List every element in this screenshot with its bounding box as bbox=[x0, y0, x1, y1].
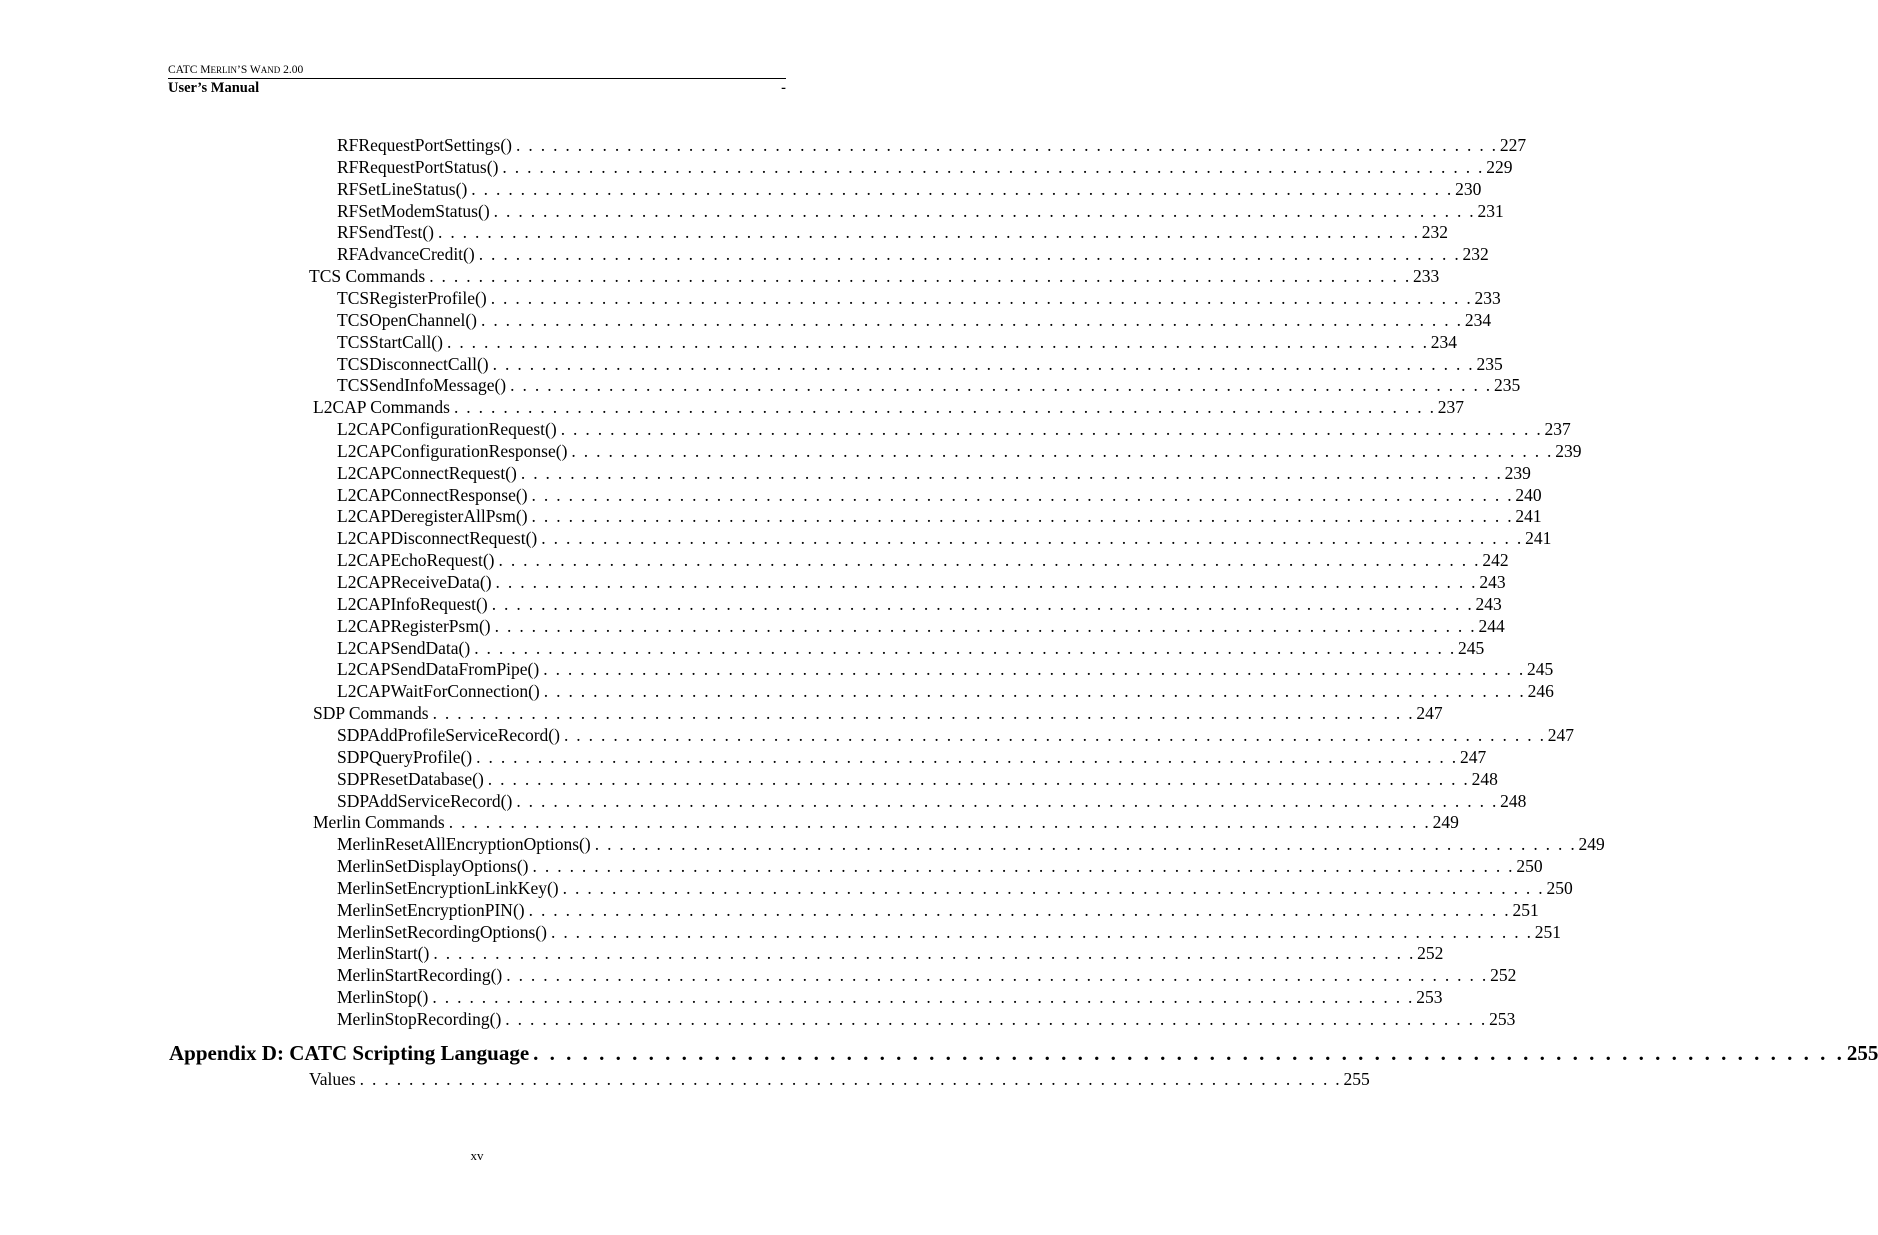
toc-entry-page: 245 bbox=[1527, 659, 1554, 680]
toc-entry[interactable] bbox=[337, 527, 1552, 549]
toc-entry-page: 233 bbox=[1413, 266, 1440, 287]
toc-entry-title: RFAdvanceCredit() bbox=[337, 244, 475, 265]
toc-entry[interactable] bbox=[337, 571, 1506, 593]
page-number: xv bbox=[470, 1148, 484, 1163]
toc-entry[interactable] bbox=[337, 986, 1443, 1008]
toc-entry[interactable] bbox=[337, 877, 1573, 899]
toc-entry-title: MerlinSetRecordingOptions() bbox=[337, 921, 547, 942]
toc-leader-dots: . . . . . . . . . . . . . . . . . . . . . . . . . . . . . . . . . . . . . . . . . . . . . . . . . . . . . . . . . . . . . . . . . . . . . . . . . . . . . . . . bbox=[531, 506, 1514, 527]
toc-leader-dots: . . . . . . . . . . . . . . . . . . . . . . . . . . . . . . . . . . . . . . . . . . . . . . . . . . . . . . . . . . . . . . . . . . . . . . . . . . . . . . . . bbox=[429, 266, 1412, 287]
toc-leader-dots: . . . . . . . . . . . . . . . . . . . . . . . . . . . . . . . . . . . . . . . . . . . . . . . . . . . . . . . . . . . . . . . . . . . . . . . . . . . . . . . . bbox=[562, 877, 1545, 898]
header-bottom-row bbox=[168, 79, 786, 97]
toc-entry-page: 229 bbox=[1486, 156, 1513, 177]
toc-entry[interactable] bbox=[337, 746, 1487, 768]
toc-entry-page: 250 bbox=[1516, 856, 1543, 877]
toc-entry[interactable] bbox=[337, 309, 1492, 331]
toc-entry[interactable] bbox=[337, 287, 1501, 309]
toc-entry-page: 250 bbox=[1546, 877, 1573, 898]
toc-entry[interactable] bbox=[337, 593, 1502, 615]
toc-leader-dots: . . . . . . . . . . . . . . . . . . . . . . . . . . . . . . . . . . . . . . . . . . . . . . . . . . . . . . . . . . . . . . . . . . . . . . . . . . . . . . . . bbox=[495, 572, 1478, 592]
toc-entry-title: L2CAPSendData() bbox=[337, 637, 471, 658]
toc-entry-title: SDPQueryProfile() bbox=[337, 746, 473, 767]
toc-entry[interactable] bbox=[337, 353, 1503, 375]
toc-entry-page: 252 bbox=[1490, 965, 1517, 986]
toc-leader-dots: . . . . . . . . . . . . . . . . . . . . . . . . . . . . . . . . . . . . . . . . . . . . . . . . . . . . . . . . . . . . . . . . . . . . . . . . . . . . . . . . bbox=[478, 244, 1461, 265]
toc-entry[interactable] bbox=[337, 243, 1489, 265]
toc-entry-title: L2CAPEchoRequest() bbox=[337, 550, 495, 571]
toc-entry[interactable] bbox=[337, 899, 1539, 921]
toc-entry-page: 245 bbox=[1458, 637, 1485, 658]
toc-entry-title: Values bbox=[309, 1068, 356, 1089]
toc-entry[interactable] bbox=[337, 462, 1531, 484]
toc-leader-dots: . . . . . . . . . . . . . . . . . . . . . . . . . . . . . . . . . . . . . . . . . . . . . . . . . . . . . . . . . . . . . . . . . . . . . . . . . . . . . . . . bbox=[506, 965, 1489, 986]
toc-leader-dots: . . . . . . . . . . . . . . . . . . . . . . . . . . . . . . . . . . . . . . . . . . . . . . . . . . . . . . . . . . . . . . . . . . . . . . . . . . . . . . . . bbox=[531, 484, 1514, 505]
toc-entry-page: 255 bbox=[1846, 1040, 1878, 1065]
toc-leader-dots: . . . . . . . . . . . . . . . . . . . . . . . . . . . . . . . . . . . . . . . . . . . . . . . . . . . . . . . . . . . . . . . . . . . . . . . . . . . . . . . . bbox=[528, 899, 1511, 920]
toc-entry[interactable] bbox=[337, 418, 1571, 440]
toc-entry[interactable] bbox=[337, 855, 1543, 877]
toc-entry-title: SDPAddServiceRecord() bbox=[337, 790, 513, 811]
toc-leader-dots: . . . . . . . . . . . . . . . . . . . . . . . . . . . . . . . . . . . . . . . . . . . . . . . . . . . . . . . . . . . . . . . . . . . . . . . . . . . . . . . . bbox=[560, 419, 1543, 440]
toc-entry[interactable] bbox=[337, 790, 1527, 812]
toc-entry-title: RFSendTest() bbox=[337, 222, 434, 243]
toc-entry-page: 243 bbox=[1479, 572, 1506, 592]
product-mid: ’S W bbox=[237, 64, 261, 76]
product-version: 2.00 bbox=[280, 64, 304, 76]
toc-entry[interactable] bbox=[337, 331, 1458, 353]
toc-entry-page: 234 bbox=[1464, 309, 1492, 330]
toc-leader-dots: . . . . . . . . . . . . . . . . . . . . . . . . . . . . . . . . . . . . . . . . . . . . . . . . . . . . . . . . . . . . . . . . . . . . . . . . . . . . . . . . bbox=[480, 309, 1463, 330]
toc-entry[interactable] bbox=[337, 505, 1542, 527]
toc-leader-dots: . . . . . . . . . . . . . . . . . . . . . . . . . . . . . . . . . . . . . . . . . . . . . . . . . . . . . . . . . . . . . . . . . . . . . . . . . . . . . . . . bbox=[502, 156, 1485, 177]
product-smallcaps-2: AND bbox=[260, 65, 281, 75]
toc-leader-dots: . . . . . . . . . . . . . . . . . . . . . . . . . . . . . . . . . . . . . . . . . . . . . . . . . . . . . . . . . . . . . . . . . . . . . . . . . . . . . . . . bbox=[594, 834, 1577, 855]
toc-entry-page: 244 bbox=[1478, 615, 1505, 636]
toc-entry[interactable] bbox=[337, 440, 1582, 462]
toc-leader-dots: . . . . . . . . . . . . . . . . . . . . . . . . . . . . . . . . . . . . . . . . . . . . . . . . . . . . . . . . . . . . . . . . . . . . . . . . . . . . . . . . bbox=[493, 200, 1476, 221]
toc-entry[interactable] bbox=[337, 549, 1509, 571]
toc-entry-title: SDPAddProfileServiceRecord() bbox=[337, 724, 560, 745]
toc-leader-dots: . . . . . . . . . . . . . . . . . . . . . . . . . . . . . . . . . . . . . . . . . . . . . . . . . . . . . . . . . . . . . . . . . . . . . . . . . . . . . . . . bbox=[550, 921, 1533, 942]
toc-entry-page: 247 bbox=[1459, 746, 1487, 767]
toc-entry[interactable] bbox=[313, 702, 1443, 724]
toc-entry-title: L2CAPReceiveData() bbox=[337, 572, 492, 592]
toc-chapter-entry[interactable] bbox=[169, 1040, 1878, 1066]
toc-entry[interactable] bbox=[337, 680, 1554, 702]
toc-entry-title: L2CAPSendDataFromPipe() bbox=[337, 659, 540, 680]
toc-entry[interactable] bbox=[309, 265, 1440, 287]
toc-entry-page: 235 bbox=[1476, 353, 1503, 374]
toc-entry-page: 242 bbox=[1482, 550, 1509, 571]
toc-entry-title: RFRequestPortSettings() bbox=[337, 135, 513, 155]
toc-leader-dots: . . . . . . . . . . . . . . . . . . . . . . . . . . . . . . . . . . . . . . . . . . . . . . . . . . . . . . . . . . . . . . . . . . . . . . . . . . . . . . . . bbox=[520, 462, 1503, 483]
toc-leader-dots: . . . . . . . . . . . . . . . . . . . . . . . . . . . . . . . . . . . . . . . . . . . . . . . . . . . . . . . . . . . . . . . . . . . . . . . . . . . . . . . . bbox=[510, 375, 1492, 396]
toc-entry-title: Appendix D: CATC Scripting Language bbox=[169, 1040, 530, 1065]
toc-leader-dots: . . . . . . . . . . . . . . . . . . . . . . . . . . . . . . . . . . . . . . . . . . . . . . . . . . . . . . . . . . . . . . . . . . . . . . . . . . . . . . . . bbox=[490, 287, 1473, 308]
toc-entry-page: 239 bbox=[1555, 440, 1582, 461]
toc-entry[interactable] bbox=[313, 811, 1459, 833]
running-header bbox=[168, 63, 786, 97]
toc-entry-title: L2CAPDisconnectRequest() bbox=[337, 528, 538, 549]
toc-entry[interactable] bbox=[337, 615, 1505, 637]
toc-entry-title: SDPResetDatabase() bbox=[337, 768, 484, 789]
toc-entry-title: MerlinStart() bbox=[337, 943, 430, 964]
toc-entry-page: 247 bbox=[1547, 724, 1575, 745]
toc-leader-dots: . . . . . . . . . . . . . . . . . . . . . . . . . . . . . . . . . . . . . . . . . . . . . . . . . . . . . . . . . . . . . . . . . . . . . . . . . . . . . . . . bbox=[543, 681, 1526, 702]
toc-leader-dots: . . . . . . . . . . . . . . . . . . . . . . . . . . . . . . . . . . . . . . . . . . . . . . . . . . . . . . . . . . . . . . . . . . . . . . . . . . . . . . . . bbox=[494, 615, 1477, 636]
toc-entry-page: 249 bbox=[1578, 834, 1605, 855]
toc-entry[interactable] bbox=[309, 1068, 1370, 1090]
toc-leader-dots: . . . . . . . . . . . . . . . . . . . . . . . . . . . . . . . . . . . . . . . . . . . . . . . . . . . . . . . . . . . . . . . . . . . . . . . . . . . . . . . . bbox=[541, 528, 1524, 549]
toc-leader-dots: . . . . . . . . . . . . . . . . . . . . . . . . . . . . . . . . . . . . . . . . . . . . . . . . . . . . . . . . . . . . . . . . . . . . . . . . . . . . . . . . bbox=[432, 987, 1415, 1008]
toc-leader-dots: . . . . . . . . . . . . . . . . . . . . . . . . . . . . . . . . . . . . . . . . . . . . . . . . . . . . . . . . . . . . . . . . . . . . . . . . . . . . . . . . bbox=[491, 593, 1474, 614]
toc-entry-page: 253 bbox=[1416, 987, 1443, 1008]
toc-entry-title: L2CAPConfigurationRequest() bbox=[337, 419, 557, 440]
toc-entry-page: 230 bbox=[1455, 178, 1482, 199]
toc-leader-dots: . . . . . . . . . . . . . . . . . . . . . . . . . . . . . . . . . . . . . . . . . . . . . . . . . . . . . . . . . . . . . . . . . . . . . . . . . . . . . . . . bbox=[533, 1040, 1845, 1065]
toc-entry-title: RFRequestPortStatus() bbox=[337, 156, 499, 177]
toc-entry[interactable] bbox=[337, 134, 1527, 156]
toc-entry-page: 237 bbox=[1437, 397, 1465, 418]
toc-entry[interactable] bbox=[337, 374, 1521, 396]
toc-entry-page: 241 bbox=[1515, 506, 1542, 527]
toc-leader-dots: . . . . . . . . . . . . . . . . . . . . . . . . . . . . . . . . . . . . . . . . . . . . . . . . . . . . . . . . . . . . . . . . . . . . . . . . . . . . . . . . bbox=[446, 331, 1429, 352]
toc-entry-page: 241 bbox=[1525, 528, 1552, 549]
toc-entry-title: MerlinSetEncryptionLinkKey() bbox=[337, 877, 559, 898]
toc-entry-page: 232 bbox=[1462, 244, 1489, 265]
toc-entry-page: 232 bbox=[1421, 222, 1449, 243]
toc-leader-dots: . . . . . . . . . . . . . . . . . . . . . . . . . . . . . . . . . . . . . . . . . . . . . . . . . . . . . . . . . . . . . . . . . . . . . . . . . . . . . . . . bbox=[433, 943, 1416, 964]
toc-entry-title: RFSetLineStatus() bbox=[337, 178, 468, 199]
toc-entry-title: Merlin Commands bbox=[313, 812, 445, 833]
toc-entry[interactable] bbox=[337, 833, 1605, 855]
toc-entry-title: RFSetModemStatus() bbox=[337, 200, 490, 221]
toc-entry[interactable] bbox=[337, 942, 1444, 964]
toc-entry-page: 243 bbox=[1475, 593, 1502, 614]
toc-leader-dots: . . . . . . . . . . . . . . . . . . . . . . . . . . . . . . . . . . . . . . . . . . . . . . . . . . . . . . . . . . . . . . . . . . . . . . . . . . . . . . . . bbox=[492, 353, 1475, 374]
toc-leader-dots: . . . . . . . . . . . . . . . . . . . . . . . . . . . . . . . . . . . . . . . . . . . . . . . . . . . . . . . . . . . . . . . . . . . . . . . . . . . . . . . . bbox=[432, 703, 1415, 724]
toc-entry-title: L2CAPWaitForConnection() bbox=[337, 681, 540, 702]
toc-entry-page: 248 bbox=[1471, 768, 1498, 789]
toc-entry-title: TCSRegisterProfile() bbox=[337, 287, 487, 308]
product-title bbox=[168, 63, 786, 77]
toc-entry-title: TCSDisconnectCall() bbox=[337, 353, 489, 374]
toc-entry-page: 251 bbox=[1534, 921, 1562, 942]
toc-entry-page: 237 bbox=[1544, 419, 1571, 440]
toc-leader-dots: . . . . . . . . . . . . . . . . . . . . . . . . . . . . . . . . . . . . . . . . . . . . . . . . . . . . . . . . . . . . . . . . . . . . . . . . . . . . . . . . bbox=[571, 440, 1554, 461]
toc-leader-dots: . . . . . . . . . . . . . . . . . . . . . . . . . . . . . . . . . . . . . . . . . . . . . . . . . . . . . . . . . . . . . . . . . . . . . . . . . . . . . . . . bbox=[505, 1009, 1488, 1029]
header-right-mark: - bbox=[781, 80, 786, 96]
toc-entry-page: 235 bbox=[1493, 375, 1521, 396]
toc-entry[interactable] bbox=[337, 921, 1562, 943]
toc-entry-title: L2CAPConnectResponse() bbox=[337, 484, 528, 505]
toc-entry-page: 239 bbox=[1504, 462, 1531, 483]
toc-leader-dots: . . . . . . . . . . . . . . . . . . . . . . . . . . . . . . . . . . . . . . . . . . . . . . . . . . . . . . . . . . . . . . . . . . . . . . . . . . . . . . . . bbox=[563, 724, 1546, 745]
toc-entry[interactable] bbox=[337, 637, 1485, 659]
toc-entry[interactable] bbox=[337, 724, 1575, 746]
toc-entry-title: TCSStartCall() bbox=[337, 331, 443, 352]
toc-entry[interactable] bbox=[313, 396, 1465, 418]
toc-entry[interactable] bbox=[337, 1008, 1516, 1030]
toc-entry-title: MerlinStop() bbox=[337, 987, 429, 1008]
toc-entry-page: 247 bbox=[1416, 703, 1443, 724]
toc-entry[interactable] bbox=[337, 484, 1542, 506]
toc-entry[interactable] bbox=[337, 964, 1517, 986]
toc-leader-dots: . . . . . . . . . . . . . . . . . . . . . . . . . . . . . . . . . . . . . . . . . . . . . . . . . . . . . . . . . . . . . . . . . . . . . . . . . . . . . . . . bbox=[516, 790, 1499, 811]
toc-leader-dots: . . . . . . . . . . . . . . . . . . . . . . . . . . . . . . . . . . . . . . . . . . . . . . . . . . . . . . . . . . . . . . . . . . . . . . . . . . . . . . . . bbox=[471, 178, 1454, 199]
toc-entry-page: 246 bbox=[1527, 681, 1554, 702]
toc-entry-title: L2CAPConnectRequest() bbox=[337, 462, 517, 483]
toc-entry-title: MerlinSetEncryptionPIN() bbox=[337, 899, 525, 920]
toc-entry[interactable] bbox=[337, 768, 1498, 790]
toc-entry[interactable] bbox=[337, 178, 1482, 200]
toc-leader-dots: . . . . . . . . . . . . . . . . . . . . . . . . . . . . . . . . . . . . . . . . . . . . . . . . . . . . . . . . . . . . . . . . . . . . . . . . . . . . . . . . bbox=[474, 637, 1457, 658]
toc-entry[interactable] bbox=[337, 200, 1504, 222]
toc-entry-page: 251 bbox=[1512, 899, 1539, 920]
toc-entry-title: L2CAPInfoRequest() bbox=[337, 593, 488, 614]
toc-leader-dots: . . . . . . . . . . . . . . . . . . . . . . . . . . . . . . . . . . . . . . . . . . . . . . . . . . . . . . . . . . . . . . . . . . . . . . . . . . . . . . . . bbox=[453, 397, 1436, 418]
toc-entry-title: TCS Commands bbox=[309, 266, 426, 287]
toc-leader-dots: . . . . . . . . . . . . . . . . . . . . . . . . . . . . . . . . . . . . . . . . . . . . . . . . . . . . . . . . . . . . . . . . . . . . . . . . . . . . . . . . bbox=[437, 222, 1420, 243]
product-smallcaps-1: ERLIN bbox=[210, 65, 237, 75]
toc-leader-dots: . . . . . . . . . . . . . . . . . . . . . . . . . . . . . . . . . . . . . . . . . . . . . . . . . . . . . . . . . . . . . . . . . . . . . . . . . . . . . . . . bbox=[476, 746, 1458, 767]
toc-leader-dots: . . . . . . . . . . . . . . . . . . . . . . . . . . . . . . . . . . . . . . . . . . . . . . . . . . . . . . . . . . . . . . . . . . . . . . . . . . . . . . . . bbox=[516, 135, 1498, 155]
toc-entry[interactable] bbox=[337, 156, 1513, 178]
toc-entry-page: 233 bbox=[1474, 287, 1501, 308]
toc-entry-title: TCSSendInfoMessage() bbox=[337, 375, 507, 396]
toc-entry-title: L2CAPRegisterPsm() bbox=[337, 615, 491, 636]
product-prefix: CATC M bbox=[168, 64, 211, 76]
toc-entry-title: MerlinStopRecording() bbox=[337, 1009, 502, 1029]
toc-leader-dots: . . . . . . . . . . . . . . . . . . . . . . . . . . . . . . . . . . . . . . . . . . . . . . . . . . . . . . . . . . . . . . . . . . . . . . . . . . . . . . . . bbox=[448, 812, 1431, 833]
toc-entry-title: MerlinResetAllEncryptionOptions() bbox=[337, 834, 591, 855]
toc-entry-page: 240 bbox=[1515, 484, 1542, 505]
toc-entry-title: TCSOpenChannel() bbox=[337, 309, 477, 330]
toc-entry-page: 253 bbox=[1489, 1009, 1516, 1029]
toc-leader-dots: . . . . . . . . . . . . . . . . . . . . . . . . . . . . . . . . . . . . . . . . . . . . . . . . . . . . . . . . . . . . . . . . . . . . . . . . . . . . . . . . bbox=[359, 1068, 1342, 1089]
toc-entry-title: L2CAP Commands bbox=[313, 397, 450, 418]
toc-entry-title: SDP Commands bbox=[313, 703, 429, 724]
toc-entry-page: 249 bbox=[1432, 812, 1459, 833]
toc-entry-page: 255 bbox=[1343, 1068, 1370, 1089]
toc-entry-title: MerlinSetDisplayOptions() bbox=[337, 856, 529, 877]
toc-entry-page: 252 bbox=[1417, 943, 1444, 964]
toc-leader-dots: . . . . . . . . . . . . . . . . . . . . . . . . . . . . . . . . . . . . . . . . . . . . . . . . . . . . . . . . . . . . . . . . . . . . . . . . . . . . . . . . bbox=[543, 659, 1526, 680]
toc-entry-page: 227 bbox=[1499, 135, 1527, 155]
toc-entry-page: 231 bbox=[1477, 200, 1504, 221]
toc-entry-title: MerlinStartRecording() bbox=[337, 965, 503, 986]
toc-entry-page: 234 bbox=[1430, 331, 1458, 352]
toc-leader-dots: . . . . . . . . . . . . . . . . . . . . . . . . . . . . . . . . . . . . . . . . . . . . . . . . . . . . . . . . . . . . . . . . . . . . . . . . . . . . . . . . bbox=[498, 550, 1481, 571]
toc-entry-title: L2CAPConfigurationResponse() bbox=[337, 440, 568, 461]
manual-title: User’s Manual bbox=[168, 80, 260, 96]
toc-entry[interactable] bbox=[337, 658, 1554, 680]
toc-entry-title: L2CAPDeregisterAllPsm() bbox=[337, 506, 528, 527]
toc-entry-page: 248 bbox=[1500, 790, 1527, 811]
toc-leader-dots: . . . . . . . . . . . . . . . . . . . . . . . . . . . . . . . . . . . . . . . . . . . . . . . . . . . . . . . . . . . . . . . . . . . . . . . . . . . . . . . . bbox=[487, 768, 1470, 789]
toc-leader-dots: . . . . . . . . . . . . . . . . . . . . . . . . . . . . . . . . . . . . . . . . . . . . . . . . . . . . . . . . . . . . . . . . . . . . . . . . . . . . . . . . bbox=[532, 856, 1515, 877]
toc-entry[interactable] bbox=[337, 221, 1449, 243]
